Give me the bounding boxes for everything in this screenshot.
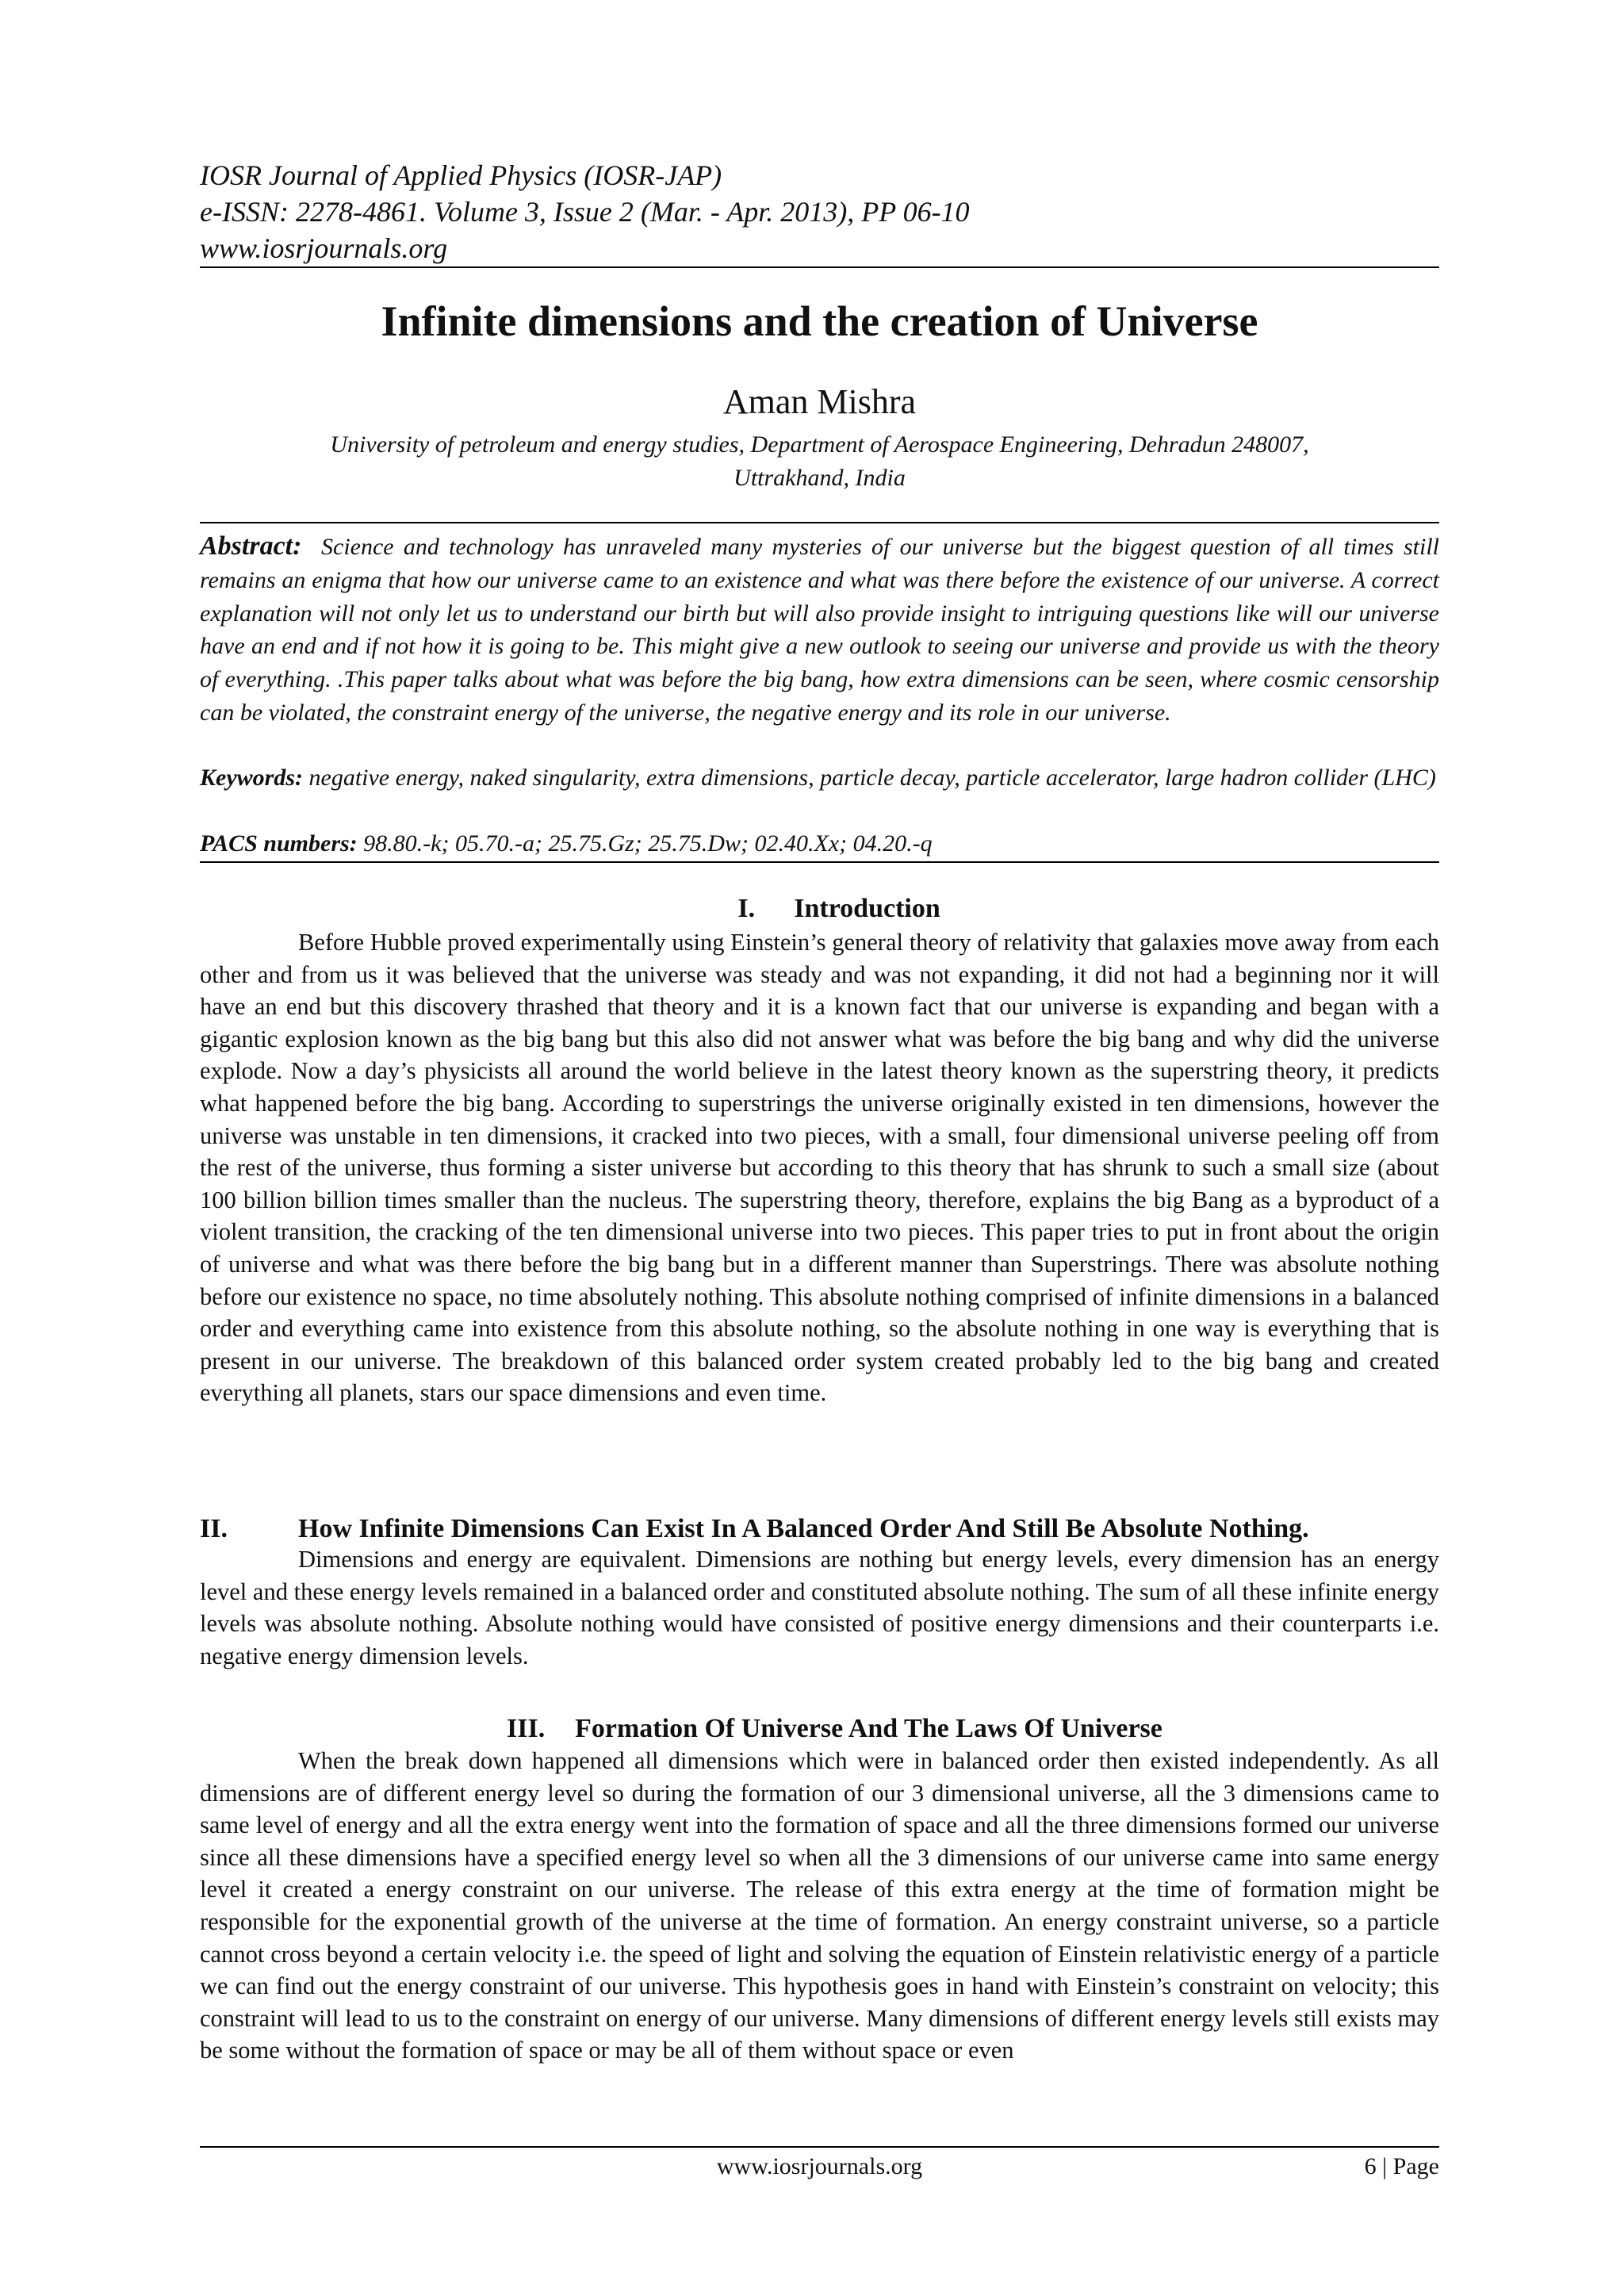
affiliation-line: University of petroleum and energy studies, Department of Aerospace Engineering, Dehradun 248007, (330, 431, 1309, 458)
header-rule (200, 266, 1439, 268)
keywords-text: negative energy, naked singularity, extra dimensions, particle decay, particle accelerator, large hadron collider (LHC) (308, 765, 1436, 791)
keywords (200, 761, 1439, 794)
abstract-bottom-rule (200, 861, 1439, 863)
section-body: Before Hubble proved experimentally using Einstein’s general theory of relativity that galaxies move away from each other and from us it was believed that the universe was steady and was not expanding, it did not had a beginning nor it will have an end but this discovery thrashed that theory and it is a known fact that our universe is expanding and began with a gigantic explosion known as the big bang but this also did not answer what was before the big bang and why did the universe explode. Now a day’s physicists all around the world believe in the latest theory known as the superstring theory, it predicts what happened before the big bang. According to superstrings the universe originally existed in ten dimensions, however the universe was unstable in ten dimensions, it cracked into two pieces, with a small, four dimensional universe peeling off from the rest of the universe, thus forming a sister universe but according to this theory that has shrunk to such a small size (about 100 billion billion times smaller than the nucleus. The superstring theory, therefore, explains the big Bang as a byproduct of a violent transition, the cracking of the ten dimensional universe into two pieces. This paper tries to put in front about the origin of universe and what was there before the big bang but in a different manner than Superstrings. There was absolute nothing before our existence no space, no time absolutely nothing. This absolute nothing comprised of infinite dimensions in a balanced order and everything came into existence from this absolute nothing, so the absolute nothing in one way is everything that is present in our universe. The breakdown of this balanced order system created probably led to the big bang and created everything all planets, stars our space dimensions and even time. (200, 929, 1439, 1407)
abstract-label: Abstract: (200, 531, 302, 561)
paper-author: Aman Mishra (722, 382, 917, 421)
section-title: Introduction (794, 894, 940, 923)
author-affiliation (200, 428, 1439, 495)
section-body: Dimensions and energy are equivalent. Dimensions are nothing but energy levels, every dimension has an energy level and these energy levels remained in a balanced order and constituted absolute nothing. The sum of all these infinite energy levels was absolute nothing. Absolute nothing would have consisted of positive energy dimensions and their counterparts i.e. negative energy dimension levels. (200, 1546, 1439, 1669)
section-title: Formation Of Universe And The Laws Of Universe (575, 1714, 1162, 1743)
section-heading (200, 1512, 1439, 1547)
section-body: When the break down happened all dimensions which were in balanced order then existed independently. As all dimensions are of different energy level so during the formation of our 3 dimensional universe, all the 3 dimensions came to same level of energy and all the extra energy went into the formation of space and all the three dimensions formed our universe since all these dimensions have a specified energy level so when all the 3 dimensions of our universe came into same energy level it created a energy constraint on our universe. The release of this extra energy at the time of formation might be responsible for the exponential growth of the universe at the time of formation. An energy constraint universe, so a particle cannot cross beyond a certain velocity i.e. the speed of light and solving the equation of Einstein relativistic energy of a particle we can find out the energy constraint of our universe. This hypothesis goes in hand with Einstein’s constraint on velocity; this constraint will lead to us to the constraint on energy of our universe. Many dimensions of different energy levels still exists may be some without the formation of space or may be all of them without space or even (200, 1747, 1439, 2064)
section-number: I. (737, 894, 756, 923)
section-number: II. (200, 1514, 228, 1543)
pacs-text: 98.80.-k; 05.70.-a; 25.75.Gz; 25.75.Dw; 02.40.Xx; 04.20.-q (363, 830, 933, 857)
section-number: III. (507, 1714, 546, 1743)
section-heading (200, 891, 1439, 926)
abstract-top-rule (200, 522, 1439, 523)
footer-rule (200, 2146, 1439, 2148)
section-title: How Infinite Dimensions Can Exist In A Balanced Order And Still Be Absolute Nothing. (298, 1514, 1309, 1543)
page-number: 6 | Page (1364, 2153, 1439, 2179)
abstract (200, 530, 1439, 730)
pacs-label: PACS numbers: (200, 830, 358, 857)
journal-header (200, 157, 1439, 266)
footer-website[interactable]: www.iosrjournals.org (716, 2153, 923, 2179)
keywords-label: Keywords: (200, 765, 303, 791)
pacs-numbers (200, 827, 1439, 861)
paper-title: Infinite dimensions and the creation of Universe (381, 297, 1258, 345)
abstract-text: Science and technology has unraveled many mysteries of our universe but the biggest question of all times still remains an enigma that how our universe came to an existence and what was there before the existence of our universe. A correct explanation will not only let us to understand our birth but will also provide insight to intriguing questions like will our universe have an end and if not how it is going to be. This might give a new outlook to seeing our universe and provide us with the theory of everything. .This paper talks about what was before the big bang, how extra dimensions can be seen, where cosmic censorship can be violated, the constraint energy of the universe, the negative energy and its role in our universe. (200, 534, 1440, 726)
journal-website[interactable]: www.iosrjournals.org (200, 232, 448, 264)
affiliation-line: Uttrakhand, India (733, 465, 906, 491)
journal-issue-info: e-ISSN: 2278-4861. Volume 3, Issue 2 (Mar. - Apr. 2013), PP 06-10 (200, 196, 970, 228)
journal-name: IOSR Journal of Applied Physics (IOSR-JAP) (200, 159, 722, 191)
section-heading (200, 1711, 1439, 1746)
